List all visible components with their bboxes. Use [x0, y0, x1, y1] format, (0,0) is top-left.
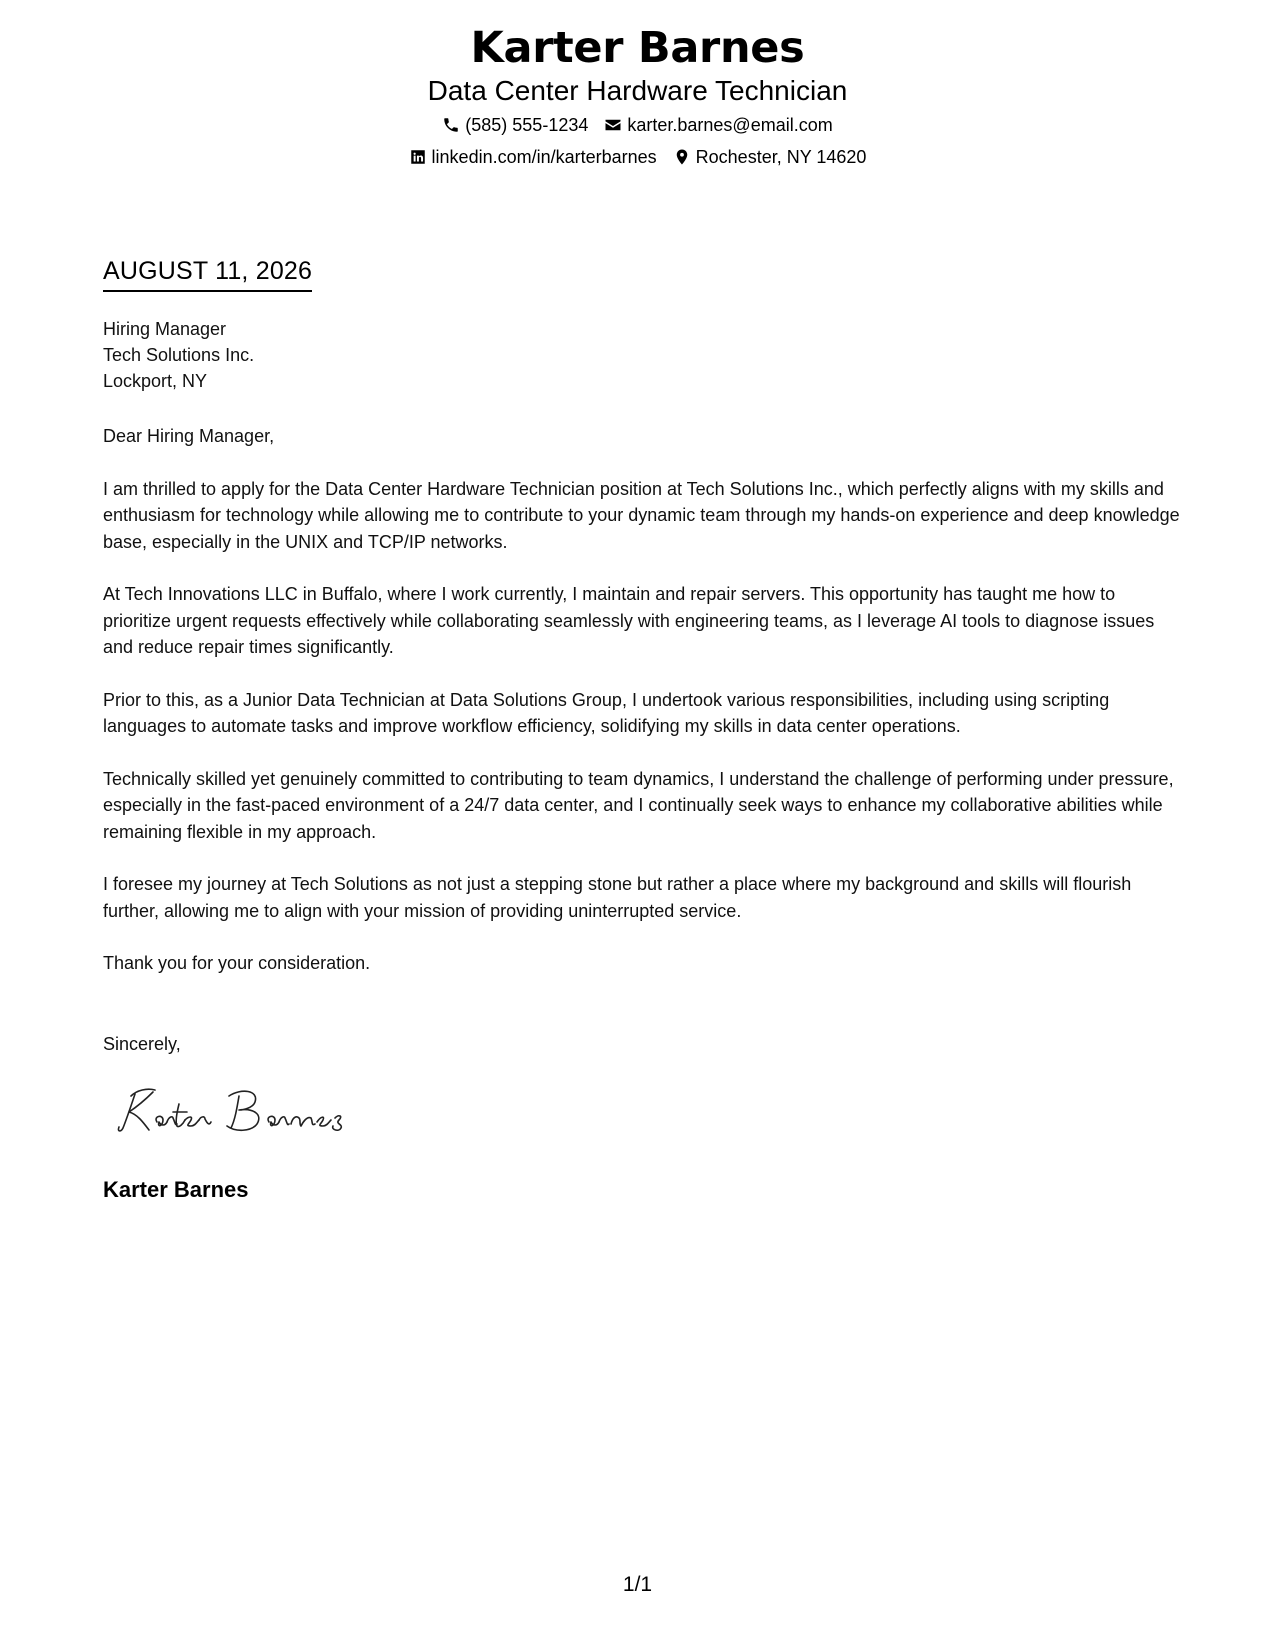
body-paragraph: Prior to this, as a Junior Data Technician at Data Solutions Group, I undertook various responsibilities, including using scripting languages to automate tasks and improve workflow efficiency, solidifying my skills in data center operations.: [103, 689, 1110, 736]
recipient-block: [103, 316, 254, 394]
linkedin-icon: [409, 148, 427, 166]
letter-body: [103, 423, 1183, 1003]
map-pin-icon: [673, 148, 691, 166]
applicant-name: Karter Barnes: [470, 23, 805, 73]
contact-row-secondary: [0, 146, 1275, 168]
thank-you-line: Thank you for your consideration.: [103, 953, 371, 973]
location-text: Rochester, NY 14620: [695, 147, 867, 167]
job-title: Data Center Hardware Technician: [427, 75, 848, 106]
envelope-icon: [604, 116, 622, 134]
signer-name: Karter Barnes: [103, 1177, 249, 1202]
body-paragraph: I am thrilled to apply for the Data Center Hardware Technician position at Tech Solutions Inc., which perfectly aligns with my skills and enthusiasm for technology while allowing me to contribute to your dynamic team through my hands-on experience and deep knowledge base, especially in the UNIX and TCP/IP networks.: [103, 478, 1180, 552]
letter-date-block: [103, 256, 312, 292]
recipient-company: Tech Solutions Inc.: [103, 345, 255, 365]
letter-header: [0, 22, 1275, 168]
body-paragraph: I foresee my journey at Tech Solutions as not just a stepping stone but rather a place where my background and skills will flourish further, allowing me to align with your mission of providing uninterrupted service.: [103, 874, 1132, 921]
contact-linkedin: [409, 146, 657, 168]
contact-location: [673, 146, 867, 168]
phone-number: (585) 555-1234: [465, 115, 589, 135]
contact-email: [604, 114, 832, 136]
body-paragraph: At Tech Innovations LLC in Buffalo, where I work currently, I maintain and repair servers. This opportunity has taught me how to prioritize urgent requests effectively while collaborating seamlessly with engineering teams, as I leverage AI tools to diagnose issues and reduce repair times significantly.: [103, 584, 1155, 657]
linkedin-url: linkedin.com/in/karterbarnes: [431, 147, 657, 167]
handwritten-signature: [113, 1082, 363, 1138]
salutation: Dear Hiring Manager,: [103, 426, 275, 446]
letter-date: AUGUST 11, 2026: [103, 256, 312, 292]
recipient-name: Hiring Manager: [103, 319, 227, 339]
page-number: 1/1: [622, 1573, 653, 1596]
body-paragraph: Technically skilled yet genuinely committed to contributing to team dynamics, I understand the challenge of performing under pressure, especially in the fast-paced environment of a 24/7 data center, and I continually seek ways to enhance my collaborative abilities while remaining flexible in my approach.: [103, 768, 1174, 842]
recipient-location: Lockport, NY: [103, 371, 208, 391]
phone-icon: [442, 116, 460, 134]
contact-row-primary: [0, 114, 1275, 136]
contact-phone: [442, 114, 588, 136]
email-address: karter.barnes@email.com: [627, 115, 833, 135]
closing-phrase: Sincerely,: [103, 1034, 181, 1054]
